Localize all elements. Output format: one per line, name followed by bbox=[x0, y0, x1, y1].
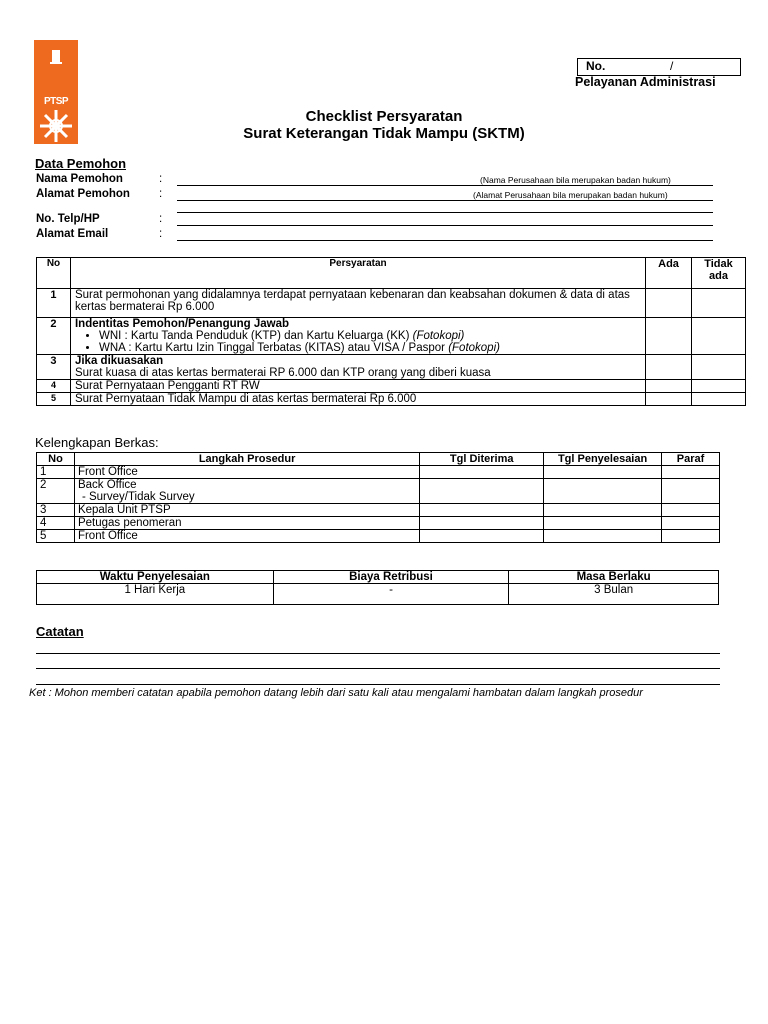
phone-label: No. Telp/HP bbox=[36, 213, 100, 225]
address-note: (Alamat Perusahaan bila merupakan badan hukum) bbox=[473, 190, 668, 200]
list-item bbox=[99, 342, 641, 354]
logo-text: PTSP bbox=[43, 96, 69, 107]
requirement-text: Surat Pernyataan Tidak Mampu di atas kertas bermaterai Rp 6.000 bbox=[70, 393, 645, 406]
date-received-cell[interactable] bbox=[420, 504, 544, 517]
date-completed-cell[interactable] bbox=[544, 517, 662, 530]
col-completed: Tgl Penyelesaian bbox=[544, 453, 662, 466]
row-number: 1 bbox=[37, 289, 71, 318]
requirement-text: Surat permohonan yang didalamnya terdapat pernyataan kebenaran dan keabsahan dokumen & data di atas kertas bermaterai Rp 6.000 bbox=[70, 289, 645, 318]
date-received-cell[interactable] bbox=[420, 466, 544, 479]
page-title: Checklist Persyaratan bbox=[305, 108, 463, 125]
col-paraf: Paraf bbox=[662, 453, 720, 466]
procedure-table bbox=[36, 452, 720, 543]
list-item bbox=[99, 330, 641, 342]
requirement-title: Jika dikuasakan bbox=[74, 355, 164, 367]
summary-header-row bbox=[37, 571, 719, 584]
notes-line[interactable] bbox=[36, 668, 720, 669]
step-sub: - Survey/Tidak Survey bbox=[81, 491, 195, 503]
col-completion-time: Waktu Penyelesaian bbox=[37, 571, 274, 584]
table-row bbox=[37, 355, 746, 380]
step-label: Front Office bbox=[74, 466, 419, 479]
table-row bbox=[37, 318, 746, 355]
name-label: Nama Pemohon bbox=[36, 173, 123, 185]
row-number: 3 bbox=[37, 355, 71, 380]
procedure-section-title: Kelengkapan Berkas: bbox=[35, 435, 159, 450]
email-field[interactable] bbox=[177, 240, 713, 241]
table-row bbox=[37, 289, 746, 318]
bullet-text: WNI : Kartu Tanda Penduduk (KTP) dan Kartu Keluarga (KK) bbox=[98, 330, 413, 342]
row-number: 1 bbox=[37, 466, 75, 479]
table-row bbox=[37, 380, 746, 393]
document-number-box bbox=[577, 58, 741, 76]
col-received: Tgl Diterima bbox=[420, 453, 544, 466]
paraf-cell[interactable] bbox=[662, 504, 720, 517]
check-ada[interactable] bbox=[646, 355, 692, 380]
col-no: No bbox=[37, 258, 71, 289]
address-field[interactable] bbox=[177, 200, 713, 201]
col-validity: Masa Berlaku bbox=[509, 571, 719, 584]
date-completed-cell[interactable] bbox=[544, 479, 662, 504]
row-number: 4 bbox=[37, 517, 75, 530]
step-label: Kepala Unit PTSP bbox=[74, 504, 419, 517]
table-row bbox=[37, 517, 720, 530]
requirements-table bbox=[36, 257, 746, 406]
name-note: (Nama Perusahaan bila merupakan badan hukum) bbox=[480, 175, 671, 185]
notes-line[interactable] bbox=[36, 684, 720, 685]
requirement-title: Indentitas Pemohon/Penangung Jawab bbox=[74, 318, 290, 330]
procedure-header-row bbox=[37, 453, 720, 466]
requirement-text: Surat kuasa di atas kertas bermaterai RP 6.000 dan KTP orang yang diberi kuasa bbox=[74, 367, 491, 379]
date-received-cell[interactable] bbox=[420, 530, 544, 543]
summary-table bbox=[36, 570, 719, 605]
check-ada[interactable] bbox=[646, 318, 692, 355]
address-label: Alamat Pemohon bbox=[36, 188, 130, 200]
check-tidak-ada[interactable] bbox=[692, 318, 746, 355]
col-ada: Ada bbox=[646, 258, 692, 289]
col-fee: Biaya Retribusi bbox=[273, 571, 509, 584]
check-ada[interactable] bbox=[646, 289, 692, 318]
check-ada[interactable] bbox=[646, 393, 692, 406]
check-tidak-ada[interactable] bbox=[692, 355, 746, 380]
col-requirement: Persyaratan bbox=[70, 258, 645, 289]
table-row bbox=[37, 466, 720, 479]
row-number: 3 bbox=[37, 504, 75, 517]
date-received-cell[interactable] bbox=[420, 517, 544, 530]
address-colon: : bbox=[159, 188, 163, 200]
page-subtitle: Surat Keterangan Tidak Mampu (SKTM) bbox=[243, 125, 525, 142]
phone-field[interactable] bbox=[177, 225, 713, 226]
table-row bbox=[37, 504, 720, 517]
fee-value: - bbox=[273, 584, 509, 605]
row-number: 2 bbox=[37, 479, 75, 504]
requirement-text: Surat Pernyataan Pengganti RT RW bbox=[70, 380, 645, 393]
number-label: No. bbox=[586, 59, 606, 73]
notes-line[interactable] bbox=[36, 653, 720, 654]
service-unit: Pelayanan Administrasi bbox=[575, 75, 716, 89]
paraf-cell[interactable] bbox=[662, 530, 720, 543]
paraf-cell[interactable] bbox=[662, 479, 720, 504]
row-number: 5 bbox=[37, 393, 71, 406]
date-completed-cell[interactable] bbox=[544, 504, 662, 517]
phone-colon: : bbox=[159, 213, 163, 225]
bullet-note: (Fotokopi) bbox=[412, 330, 465, 342]
step-label: Back Office bbox=[77, 479, 137, 491]
date-received-cell[interactable] bbox=[420, 479, 544, 504]
name-field[interactable] bbox=[177, 185, 713, 186]
email-label: Alamat Email bbox=[36, 228, 109, 240]
paraf-cell[interactable] bbox=[662, 466, 720, 479]
table-row bbox=[37, 393, 746, 406]
validity-value: 3 Bulan bbox=[509, 584, 719, 605]
date-completed-cell[interactable] bbox=[544, 466, 662, 479]
check-tidak-ada[interactable] bbox=[692, 393, 746, 406]
name-colon: : bbox=[159, 173, 163, 185]
col-tidak-ada: Tidak ada bbox=[692, 258, 746, 289]
requirement-cell bbox=[70, 355, 645, 380]
number-slash: / bbox=[670, 59, 674, 73]
table-row bbox=[37, 584, 719, 605]
row-number: 2 bbox=[37, 318, 71, 355]
footnote: Ket : Mohon memberi catatan apabila pemohon datang lebih dari satu kali atau mengalami hambatan dalam langkah prosedur bbox=[29, 687, 643, 699]
step-cell bbox=[74, 479, 419, 504]
notes-title: Catatan bbox=[36, 624, 84, 639]
completion-time-value: 1 Hari Kerja bbox=[37, 584, 274, 605]
applicant-section-title: Data Pemohon bbox=[35, 156, 127, 171]
requirement-bullets bbox=[75, 330, 641, 354]
email-colon: : bbox=[159, 228, 163, 240]
check-tidak-ada[interactable] bbox=[692, 289, 746, 318]
address-field-line2[interactable] bbox=[177, 212, 713, 213]
col-step: Langkah Prosedur bbox=[74, 453, 419, 466]
requirements-header-row bbox=[37, 258, 746, 289]
paraf-cell[interactable] bbox=[662, 517, 720, 530]
bullet-note: (Fotokopi) bbox=[448, 342, 500, 354]
col-no: No bbox=[37, 453, 75, 466]
step-label: Petugas penomeran bbox=[74, 517, 419, 530]
check-ada[interactable] bbox=[646, 380, 692, 393]
bullet-text: WNA : Kartu Kartu Izin Tinggal Terbatas (KITAS) atau VISA / Paspor bbox=[98, 342, 449, 354]
requirement-cell bbox=[70, 318, 645, 355]
table-row bbox=[37, 530, 720, 543]
row-number: 4 bbox=[37, 380, 71, 393]
table-row bbox=[37, 479, 720, 504]
step-label: Front Office bbox=[74, 530, 419, 543]
date-completed-cell[interactable] bbox=[544, 530, 662, 543]
row-number: 5 bbox=[37, 530, 75, 543]
check-tidak-ada[interactable] bbox=[692, 380, 746, 393]
